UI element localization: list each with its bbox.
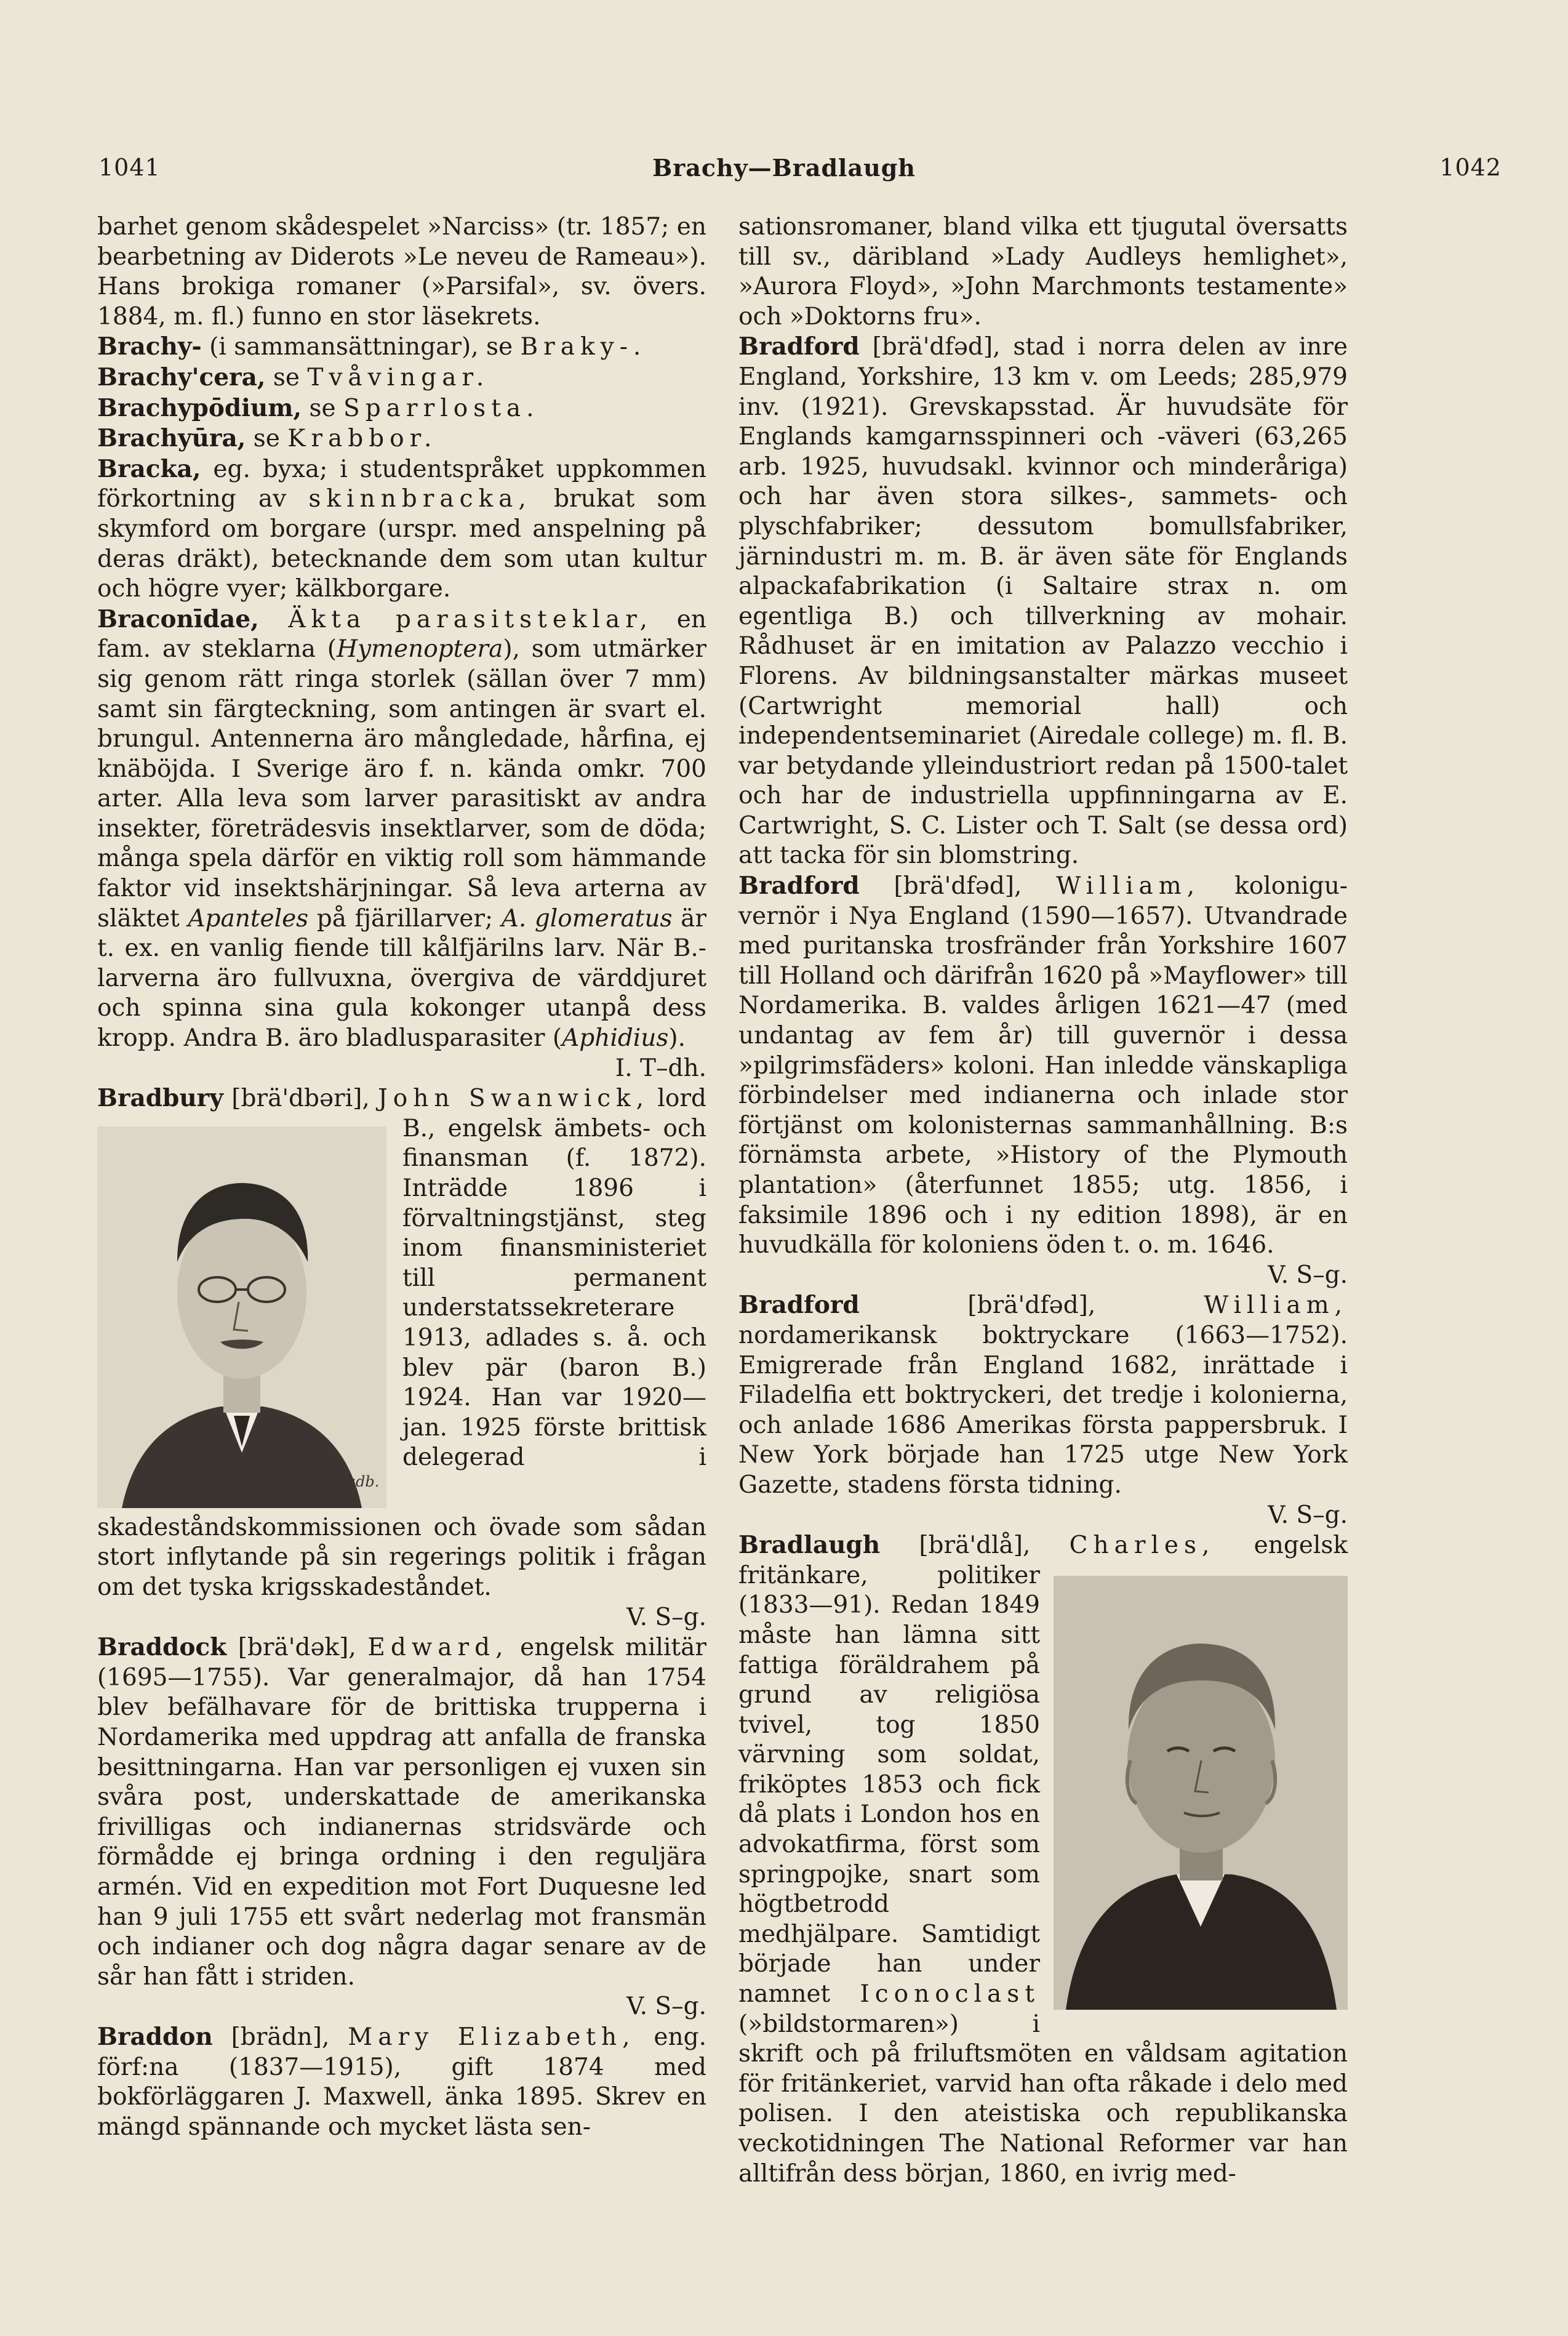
headword: Braddock: [97, 1633, 227, 1662]
entry-brachypodium: Brachypōdium, se Sparrlosta.: [97, 393, 540, 422]
cross-reference: Sparrlosta.: [343, 394, 540, 422]
page-number-left: 1041: [98, 154, 161, 181]
cross-reference: Braky-.: [520, 333, 647, 361]
headword: Brachy'cera,: [97, 363, 266, 391]
right-column: [738, 212, 1348, 2189]
entry-brachycera: Brachy'cera, se Tvåvingar.: [97, 363, 490, 391]
entry-braconidae: Braconīdae, Äkta parasitsteklar, en fam. av steklarna (Hymenoptera), som utmärker sig genom rätt ringa storlek (sällan över 7 mm) samt sin färgteckning, som antingen är svart el. brungul. Antennerna äro mångledade, hårfina, ej knäböjda. I Sverige äro f. n. kända omkr. 700 arter. Alla leva som larver parasitiskt av andra insekter, företrädesvis insektlarver, som de döda; många spela därför en viktig roll som hämmande faktor vid insektshärjningar. Så leva arterna av släktet Apanteles på fjärillarver; A. glomeratus är t. ex. en vanlig fiende till kålfjärilns larv. När B.-larverna äro fullvuxna, övergiva de värddjuret och spinna sina gula kokonger utanpå dess kropp. Andra B. äro bladlusparasiter (Aphidius). I. T–dh.: [97, 604, 706, 1084]
entry-brachyura: Brachyūra, se Krabbor.: [97, 424, 438, 453]
author-signature: I. T–dh.: [615, 1054, 706, 1082]
author-signature: V. S–g.: [1268, 1261, 1348, 1289]
headword: Brachyūra,: [97, 424, 246, 453]
headword: Bracka,: [97, 454, 201, 483]
portrait-drawing: [97, 1126, 386, 1508]
cross-reference: Tvåvingar.: [307, 363, 490, 391]
entry-continuation: barhet genom skådespelet »Narciss» (tr. 1857; en bearbetning av Diderots »Le neveu de Rameau»). Hans brokiga romaner (»Parsifal», sv. övers. 1884, m. fl.) funno en stor läsekrets.: [97, 213, 706, 331]
entry-bradford-governor: Bradford [brä'dfəd], William, kolonigu-vernör i Nya England (1590—1657). Utvandrade med puritanska trosfränder från Yorkshire 1607 till Holland och därifrån 1620 på »Mayflower» till Nordamerika. B. valdes årligen 1621—47 (med undantag av fem år) till guvernör i dessa »pilgrimsfäders» koloni. Han inledde vänskapliga förbindelser med indianerna och inlade stor förtjänst om kolonisternas sammanhållning. B:s förnämsta arbete, »History of the Plymouth plantation» (återfunnet 1855; utg. 1856, i faksimile 1896 och i ny edition 1898), är en huvudkälla för koloniens öden t. o. m. 1646. V. S–g.: [738, 871, 1348, 1290]
entry-brachy: Brachy- (i sammansättningar), se Braky-.: [97, 332, 647, 361]
headword: Braddon: [97, 2022, 213, 2051]
cross-reference: Krabbor.: [287, 425, 438, 453]
headword: Bradford: [738, 332, 860, 361]
page-number-right: 1042: [1439, 154, 1502, 181]
entry-bracka: Bracka, eg. byxa; i studentspråket uppkommen förkortning av skinnbracka, brukat som skymford om borgare (urspr. med anspelning på deras dräkt), betecknande dem som utan kultur och högre vyer; kälkborgare.: [97, 454, 706, 603]
signature-text: J.L. Bradb.: [300, 1472, 380, 1490]
entry-bradbury: Bradbury [brä'dbəri], John Swanwick, J.L. Bradb. lord B., engelsk ämbets- och finansman (f. 1872). Inträdde 1896 i förvaltningstjänst, steg inom finansministeriet till permanent understatssekreterare 1913, adlades s. å. och blev pär (baron B.) 1924. Han var 1920—jan. 1925 förste brittisk delegerad i skadeståndskommissionen och övade som sådan stort inflytande på sin regerings politik i frågan om det tyska krigsskadeståndet. V. S–g.: [97, 1083, 706, 1632]
portrait-bradbury: [97, 1126, 386, 1508]
headword: Bradford: [738, 872, 860, 901]
headword: Bradlaugh: [738, 1531, 881, 1560]
portrait-bradlaugh: [1054, 1576, 1348, 2010]
running-title: Brachy—Bradlaugh: [652, 154, 916, 182]
author-signature: V. S–g.: [626, 1993, 706, 2021]
headword: Brachy-: [97, 332, 202, 361]
entry-bradford-printer: Bradford [brä'dfəd], William, nordamerikansk boktryckare (1663—1752). Emigrerade från England 1682, inrättade i Filadelfia ett boktryckeri, det tredje i kolonierna, och anlade 1686 Amerikas första pappersbruk. I New York började han 1725 utge New York Gazette, stadens första tidning. V. S–g.: [738, 1290, 1348, 1530]
headword: Brachypōdium,: [97, 393, 302, 422]
entry-braddon: Braddon [brädn], Mary Elizabeth, eng. förf:na (1837—1915), gift 1874 med bokförläggaren J. Maxwell, änka 1895. Skrev en mängd spännande och mycket lästa sen-: [97, 2022, 706, 2141]
entry-continuation: sationsromaner, bland vilka ett tjugutal översatts till sv., däribland »Lady Audleys hemlighet», »Aurora Floyd», »John Marchmonts testamente» och »Doktorns fru».: [738, 213, 1348, 331]
author-signature: V. S–g.: [626, 1603, 706, 1631]
author-signature: V. S–g.: [1268, 1501, 1348, 1529]
headword: Bradford: [738, 1291, 860, 1320]
entry-bradford-city: Bradford [brä'dfəd], stad i norra delen av inre England, Yorkshire, 13 km v. om Leeds; 285,979 inv. (1921). Grevskapsstad. Är huvudsäte för Englands kamgarnsspinneri och -väveri (63,265 arb. 1925, huvudsakl. kvinnor och minderåriga) och har även stora silkes-, sammets- och plyschfabriker; dessutom bomullsfabriker, järnindustri m. m. B. är även säte för Englands alpackafabrikation (i Saltaire strax n. om egentliga B.) och tillverkning av mohair. Rådhuset är en imitation av Palazzo vecchio i Florens. Av bildningsanstalter märkas museet (Cartwright memorial hall) och independentseminariet (Airedale college) m. fl. B. var betydande ylleindustriort redan på 1500-talet och har de industriella uppfinningarna av E. Cartwright, S. C. Lister och T. Salt (se dessa ord) att tacka för sin blomstring.: [738, 332, 1348, 870]
portrait-photo: [1054, 1576, 1348, 2010]
entry-bradlaugh: Bradlaugh [brä'dlå], Charles, engelsk fritänkare, politiker (1833—91). Redan 1849 måste han lämna sitt fattiga föräldrahem på grund av religiösa tvivel, tog 1850 värvning som soldat, friköptes 1853 och fick då plats i London hos en advokatfirma, först som springpojke, snart som högtbetrodd medhjälpare. Samtidigt började han under namnet Iconoclast (»bildstormaren») i skrift och på friluftsmöten en våldsam agitation för fritänkeriet, varvid han ofta råkade i delo med polisen. I den ateistiska och republikanska veckotidningen The National Reformer var han alltifrån dess början, 1860, en ivrig med-: [738, 1531, 1348, 2188]
headword: Bradbury: [97, 1084, 223, 1113]
entry-braddock: Braddock [brä'dək], Edward, engelsk militär (1695—1755). Var generalmajor, då han 1754 blev befälhavare för de brittiska trupperna i Nordamerika med uppdrag att anfalla de franska besittningarna. Han var personligen ej vuxen sin svåra post, underskattade de amerikanska frivilligas och indianernas stridsvärde och förmådde ej bringa ordning i den reguljära armén. Vid en expedition mot Fort Duquesne led han 9 juli 1755 ett svårt nederlag mot fransmän och indianer och dog några dagar senare av de sår han fått i striden. V. S–g.: [97, 1632, 706, 2022]
left-column: [97, 212, 706, 2142]
headword: Braconīdae,: [97, 604, 259, 633]
